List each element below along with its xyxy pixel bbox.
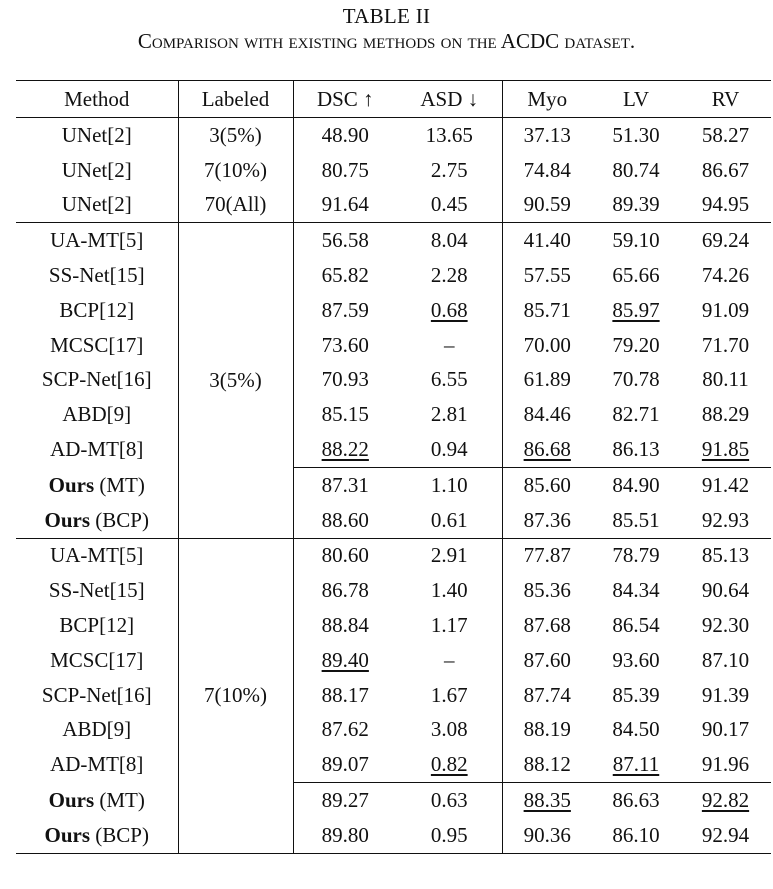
rv-cell: 88.29 — [701, 402, 750, 427]
dsc-cell: 65.82 — [321, 263, 369, 288]
lv-cell: 86.63 — [592, 783, 680, 818]
lv-cell: 65.66 — [612, 263, 660, 288]
ours-label: Ours — [44, 822, 91, 847]
rv-cell: 91.96 — [701, 752, 750, 777]
rv-cell: 58.27 — [701, 122, 750, 147]
table-caption — [0, 4, 773, 54]
dsc-cell: 89.07 — [321, 752, 369, 777]
rv-cell: 92.93 — [701, 507, 750, 532]
myo-cell: 77.87 — [502, 538, 592, 573]
table-row — [16, 188, 771, 223]
method-cell: BCP[12] — [16, 293, 178, 328]
method-cell: ABD[9] — [16, 397, 178, 432]
rv-cell: 85.13 — [680, 538, 771, 573]
table-row — [16, 713, 771, 748]
asd-cell: 2.28 — [397, 258, 502, 293]
asd-cell: 8.04 — [397, 223, 502, 258]
table-row — [16, 153, 771, 188]
myo-cell: 90.36 — [502, 818, 592, 853]
rv-cell: 91.42 — [680, 467, 771, 502]
asd-cell: 0.68 — [397, 293, 502, 328]
lv-cell: 85.97 — [612, 297, 660, 322]
dsc-cell: 88.84 — [321, 613, 369, 638]
dsc-cell: 91.64 — [321, 192, 369, 217]
dsc-cell: 88.22 — [321, 437, 369, 462]
header-lv: LV — [592, 81, 680, 118]
table-row — [16, 118, 771, 153]
asd-cell: 0.82 — [397, 747, 502, 782]
dsc-cell: 48.90 — [321, 122, 369, 147]
table-row-ours — [16, 503, 771, 538]
myo-cell: 87.36 — [523, 507, 571, 532]
table-row — [16, 747, 771, 782]
dsc-cell: 89.40 — [321, 647, 369, 672]
asd-cell: 0.94 — [397, 432, 502, 467]
lv-cell: 79.20 — [612, 332, 660, 357]
rv-cell: 91.85 — [701, 437, 750, 462]
method-cell — [16, 503, 178, 538]
table-row-ours — [16, 818, 771, 853]
rv-cell: 86.67 — [701, 157, 750, 182]
table-title: Comparison with existing methods on the ACDC dataset. — [137, 29, 636, 53]
table-row — [16, 538, 771, 573]
dsc-cell: 88.60 — [321, 507, 369, 532]
asd-cell: 2.75 — [397, 153, 502, 188]
asd-cell: 2.81 — [397, 397, 502, 432]
asd-cell: – — [397, 328, 502, 363]
lv-cell: 87.11 — [612, 752, 660, 777]
dsc-cell: 70.93 — [321, 367, 369, 392]
myo-cell: 88.12 — [523, 752, 571, 777]
dsc-cell: 89.80 — [293, 818, 397, 853]
asd-cell: – — [397, 643, 502, 678]
dsc-cell: 80.60 — [293, 538, 397, 573]
header-asd: ASD ↓ — [397, 81, 502, 118]
asd-cell: 13.65 — [397, 118, 502, 153]
ours-variant: (BCP) — [90, 507, 149, 532]
dsc-cell: 56.58 — [293, 223, 397, 258]
labeled-cell: 3(5%) — [178, 118, 293, 153]
method-cell — [16, 467, 178, 502]
dsc-cell: 73.60 — [321, 332, 369, 357]
myo-cell: 85.36 — [523, 578, 571, 603]
myo-cell: 87.68 — [523, 613, 571, 638]
method-cell: UA-MT[5] — [16, 538, 178, 573]
ours-variant: (MT) — [94, 472, 145, 497]
method-cell — [16, 818, 178, 853]
myo-cell: 88.35 — [502, 783, 592, 818]
header-myo: Myo — [502, 81, 592, 118]
asd-cell: 6.55 — [397, 363, 502, 398]
myo-cell: 74.84 — [523, 157, 571, 182]
dsc-cell: 87.31 — [293, 467, 397, 502]
method-cell: UNet[2] — [16, 118, 178, 153]
header-dsc: DSC ↑ — [293, 81, 397, 118]
rv-cell: 92.30 — [701, 613, 750, 638]
rv-cell: 80.11 — [702, 367, 749, 392]
labeled-group-cell: 3(5%) — [178, 223, 293, 538]
method-cell: SS-Net[15] — [16, 258, 178, 293]
lv-cell: 86.10 — [592, 818, 680, 853]
table-header-row — [16, 81, 771, 118]
lv-cell: 84.34 — [612, 578, 660, 603]
rv-cell: 90.17 — [701, 717, 750, 742]
method-cell: AD-MT[8] — [16, 432, 178, 467]
table-row-ours — [16, 783, 771, 818]
method-cell: AD-MT[8] — [16, 747, 178, 782]
table-row — [16, 223, 771, 258]
table-row — [16, 258, 771, 293]
lv-cell: 78.79 — [592, 538, 680, 573]
myo-cell: 61.89 — [523, 367, 571, 392]
method-cell: MCSC[17] — [16, 328, 178, 363]
rv-cell: 69.24 — [680, 223, 771, 258]
lv-cell: 93.60 — [612, 647, 660, 672]
table-row — [16, 678, 771, 713]
myo-cell: 85.60 — [502, 467, 592, 502]
asd-cell: 1.10 — [397, 467, 502, 502]
method-cell: SCP-Net[16] — [16, 678, 178, 713]
lv-cell: 86.54 — [612, 613, 660, 638]
lv-cell: 86.13 — [612, 437, 660, 462]
table-row — [16, 397, 771, 432]
asd-cell: 0.61 — [397, 503, 502, 538]
table-row — [16, 573, 771, 608]
labeled-cell: 70(All) — [178, 188, 293, 223]
table-row — [16, 432, 771, 467]
ours-variant: (BCP) — [90, 822, 149, 847]
rv-cell: 94.95 — [701, 192, 750, 217]
rv-cell: 92.82 — [680, 783, 771, 818]
lv-cell: 80.74 — [612, 157, 660, 182]
method-cell: SS-Net[15] — [16, 573, 178, 608]
myo-cell: 85.71 — [523, 297, 571, 322]
method-cell: UNet[2] — [16, 188, 178, 223]
method-cell — [16, 783, 178, 818]
asd-cell: 0.63 — [397, 783, 502, 818]
myo-cell: 84.46 — [523, 402, 571, 427]
header-rv: RV — [680, 81, 771, 118]
lv-cell: 51.30 — [612, 122, 660, 147]
table-row — [16, 608, 771, 643]
asd-cell: 1.17 — [397, 608, 502, 643]
lv-cell: 85.51 — [612, 507, 660, 532]
table-number: TABLE II — [342, 4, 431, 28]
comparison-table — [16, 80, 771, 854]
lv-cell: 85.39 — [612, 682, 660, 707]
rv-cell: 91.39 — [701, 682, 750, 707]
lv-cell: 82.71 — [612, 402, 660, 427]
labeled-cell: 7(10%) — [178, 153, 293, 188]
asd-cell: 3.08 — [397, 713, 502, 748]
lv-cell: 70.78 — [612, 367, 660, 392]
method-cell: ABD[9] — [16, 713, 178, 748]
table-row-ours — [16, 467, 771, 502]
myo-cell: 88.19 — [523, 717, 571, 742]
myo-cell: 87.60 — [523, 647, 571, 672]
lv-cell: 84.50 — [612, 717, 660, 742]
rv-cell: 87.10 — [701, 647, 750, 672]
myo-cell: 37.13 — [523, 122, 571, 147]
asd-cell: 1.67 — [397, 678, 502, 713]
myo-cell: 70.00 — [523, 332, 571, 357]
ours-variant: (MT) — [94, 787, 145, 812]
method-cell: BCP[12] — [16, 608, 178, 643]
rv-cell: 91.09 — [701, 297, 750, 322]
table-row — [16, 328, 771, 363]
header-labeled: Labeled — [178, 81, 293, 118]
lv-cell: 89.39 — [612, 192, 660, 217]
rv-cell: 71.70 — [701, 332, 750, 357]
ours-label: Ours — [44, 507, 91, 532]
dsc-cell: 87.62 — [321, 717, 369, 742]
asd-cell: 0.95 — [397, 818, 502, 853]
dsc-cell: 88.17 — [321, 682, 369, 707]
lv-cell: 84.90 — [592, 467, 680, 502]
asd-cell: 0.45 — [397, 188, 502, 223]
myo-cell: 57.55 — [523, 263, 571, 288]
table-row — [16, 643, 771, 678]
lv-cell: 59.10 — [592, 223, 680, 258]
dsc-cell: 85.15 — [321, 402, 369, 427]
dsc-cell: 86.78 — [321, 578, 369, 603]
header-method: Method — [16, 81, 178, 118]
table-row — [16, 363, 771, 398]
labeled-group-cell: 7(10%) — [178, 538, 293, 853]
dsc-cell: 89.27 — [293, 783, 397, 818]
ours-label: Ours — [48, 472, 95, 497]
dsc-cell: 87.59 — [321, 297, 369, 322]
myo-cell: 86.68 — [523, 437, 571, 462]
dsc-cell: 80.75 — [321, 157, 369, 182]
asd-cell: 1.40 — [397, 573, 502, 608]
rv-cell: 74.26 — [701, 263, 750, 288]
method-cell: UNet[2] — [16, 153, 178, 188]
method-cell: UA-MT[5] — [16, 223, 178, 258]
asd-cell: 2.91 — [397, 538, 502, 573]
rv-cell: 92.94 — [680, 818, 771, 853]
method-cell: MCSC[17] — [16, 643, 178, 678]
myo-cell: 41.40 — [502, 223, 592, 258]
table-row — [16, 293, 771, 328]
myo-cell: 90.59 — [523, 192, 571, 217]
rv-cell: 90.64 — [701, 578, 750, 603]
method-cell: SCP-Net[16] — [16, 363, 178, 398]
myo-cell: 87.74 — [523, 682, 571, 707]
ours-label: Ours — [48, 787, 95, 812]
